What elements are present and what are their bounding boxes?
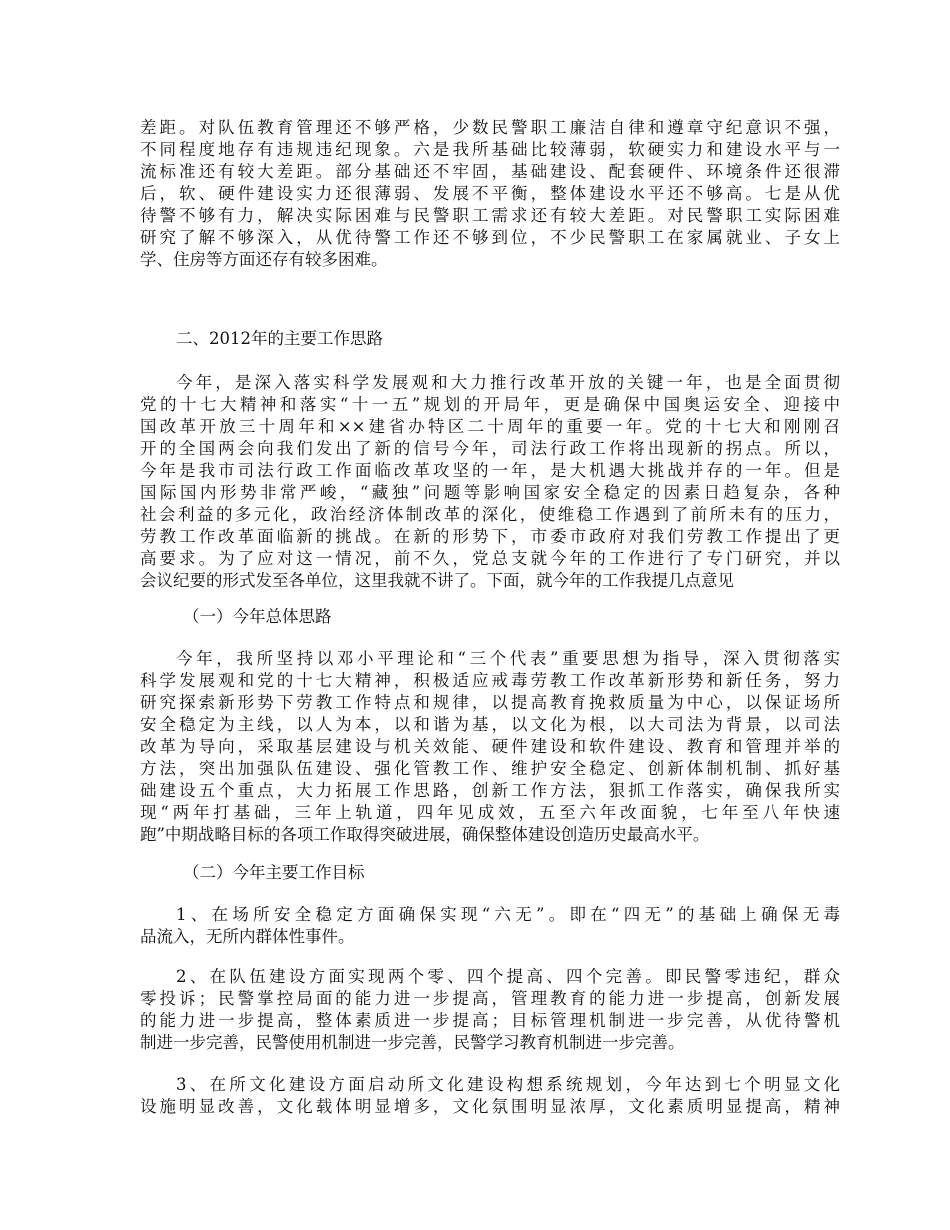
text-line: 现“两年打基础，三年上轨道，四年见成效，五至六年改面貌，七年至八年快速	[140, 803, 840, 822]
text-line: 劳教工作改革面临新的挑战。在新的形势下，市委市政府对我们劳教工作提出了更	[140, 527, 840, 546]
text-line: 科学发展观和党的十七大精神，积极适应戒毒劳教工作改革新形势和新任务，努力	[140, 671, 840, 690]
text-line: 跑”中期战略目标的各项工作取得突破进展，确保整体建设创造历史最高水平。	[140, 825, 710, 844]
text-line: 础建设五个重点，大力拓展工作思路，创新工作方法，狠抓工作落实，确保我所实	[140, 781, 840, 800]
text-line: 设施明显改善，文化载体明显增多，文化氛围明显浓厚，文化素质明显提高，精神	[140, 1097, 840, 1116]
text-line: 国际国内形势非常严峻，“藏独”问题等影响国家安全稳定的因素日趋复杂，各种	[140, 483, 840, 502]
text-line: 的能力进一步提高，整体素质进一步提高；目标管理机制进一步完善，从优待警机	[140, 1011, 840, 1030]
text-line: 开的全国两会向我们发出了新的信号今年，司法行政工作将出现新的拐点。所以，	[140, 439, 840, 458]
subheading: （二）今年主要工作目标	[183, 863, 365, 882]
text-line: 今年，是深入落实科学发展观和大力推行改革开放的关键一年，也是全面贯彻	[176, 373, 840, 392]
text-line: 品流入，无所内群体性事件。	[140, 927, 355, 946]
text-line: 差距。对队伍教育管理还不够严格，少数民警职工廉洁自律和遵章守纪意识不强，	[140, 118, 840, 137]
text-line: 3、在所文化建设方面启动所文化建设构想系统规划，今年达到七个明显文化	[176, 1075, 840, 1094]
text-line: 待警不够有力，解决实际困难与民警职工需求还有较大差距。对民警职工实际困难	[140, 206, 840, 225]
text-line: 今年是我市司法行政工作面临改革攻坚的一年，是大机遇大挑战并存的一年。但是	[140, 461, 840, 480]
text-line: 2、在队伍建设方面实现两个零、四个提高、四个完善。即民警零违纪，群众	[176, 967, 840, 986]
subheading: （一）今年总体思路	[183, 607, 332, 626]
text-line: 高要求。为了应对这一情况，前不久，党总支就今年的工作进行了专门研究，并以	[140, 549, 840, 568]
text-line: 社会利益的多元化，政治经济体制改革的深化，使维稳工作遇到了前所未有的压力，	[140, 505, 840, 524]
text-line: 党的十七大精神和落实“十一五”规划的开局年，更是确保中国奥运安全、迎接中	[140, 395, 840, 414]
text-line: 今年，我所坚持以邓小平理论和“三个代表”重要思想为指导，深入贯彻落实	[176, 649, 840, 668]
section-heading: 二、2012年的主要工作思路	[176, 329, 383, 348]
text-line: 后，软、硬件建设实力还很薄弱、发展不平衡，整体建设水平还不够高。七是从优	[140, 184, 840, 203]
text-line: 零投诉；民警掌控局面的能力进一步提高，管理教育的能力进一步提高，创新发展	[140, 989, 840, 1008]
text-line: 流标准还有较大差距。部分基础还不牢固，基础建设、配套硬件、环境条件还很滞	[140, 162, 840, 181]
text-line: 改革为导向，采取基层建设与机关效能、硬件建设和软件建设、教育和管理并举的	[140, 737, 840, 756]
text-line: 制进一步完善，民警使用机制进一步完善，民警学习教育机制进一步完善。	[140, 1033, 685, 1052]
text-line: 会议纪要的形式发至各单位，这里我就不讲了。下面，就今年的工作我提几点意见	[140, 571, 734, 590]
text-line: 研究探索新形势下劳教工作特点和规律，以提高教育挽救质量为中心，以保证场所	[140, 693, 840, 712]
text-line: 方法，突出加强队伍建设、强化管教工作、维护安全稳定、创新体制机制、抓好基	[140, 759, 840, 778]
text-line: 学、住房等方面还存有较多困难。	[140, 250, 388, 269]
text-line: 研究了解不够深入，从优待警工作还不够到位，不少民警职工在家属就业、子女上	[140, 228, 840, 247]
text-line: 1、在场所安全稳定方面确保实现“六无”。即在“四无”的基础上确保无毒	[176, 905, 840, 924]
text-line: 国改革开放三十周年和××建省办特区二十周年的重要一年。党的十七大和刚刚召	[140, 417, 840, 436]
text-line: 安全稳定为主线，以人为本，以和谐为基，以文化为根，以大司法为背景，以司法	[140, 715, 840, 734]
text-line: 不同程度地存有违规违纪现象。六是我所基础比较薄弱，软硬实力和建设水平与一	[140, 140, 840, 159]
